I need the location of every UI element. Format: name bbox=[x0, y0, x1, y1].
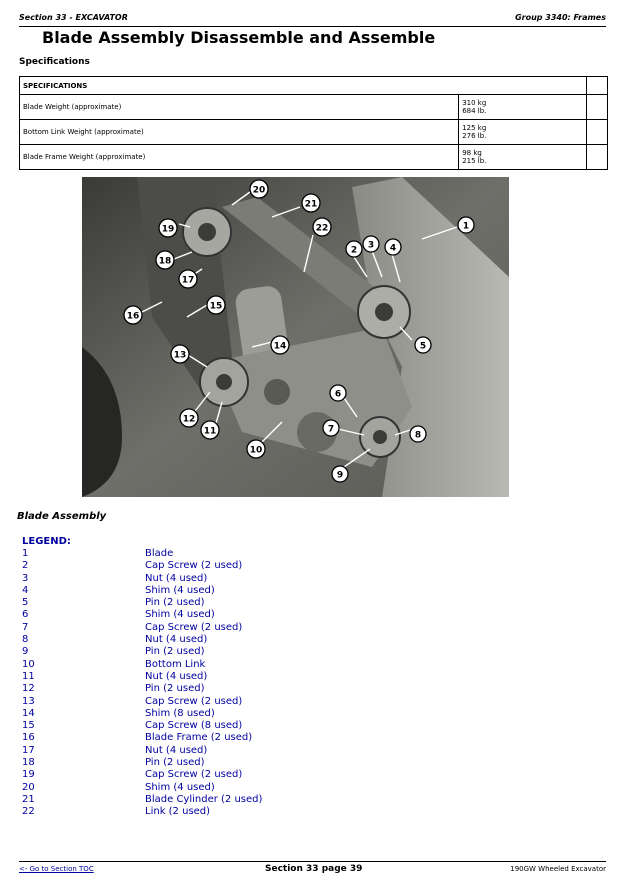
callout-20 bbox=[250, 180, 268, 198]
callout-14 bbox=[271, 336, 289, 354]
legend-item-description: Link (2 used) bbox=[145, 806, 211, 818]
legend-item bbox=[22, 585, 322, 597]
legend-item-description: Pin (2 used) bbox=[145, 597, 205, 609]
legend-item-description: Nut (4 used) bbox=[145, 744, 208, 756]
legend-item bbox=[22, 708, 322, 720]
callout-15 bbox=[207, 296, 225, 314]
legend-item-number: 12 bbox=[22, 683, 35, 695]
pin-lower-left-hole bbox=[216, 374, 232, 390]
callout-5 bbox=[415, 337, 431, 353]
link-hole-small bbox=[264, 379, 290, 405]
spec-row bbox=[20, 95, 608, 120]
legend-item-number: 9 bbox=[22, 646, 29, 658]
spec-imperial: 276 lb. bbox=[462, 132, 487, 140]
section-label: Section 33 - EXCAVATOR bbox=[19, 13, 128, 22]
callout-16-label: 16 bbox=[126, 311, 140, 322]
callout-22 bbox=[313, 218, 331, 236]
legend-item-description: Nut (4 used) bbox=[145, 634, 208, 646]
spec-value bbox=[459, 95, 586, 120]
legend-item-number: 21 bbox=[22, 793, 35, 805]
callout-1-label: 1 bbox=[462, 221, 470, 232]
pin-right-hole bbox=[375, 303, 393, 321]
callout-21-label: 21 bbox=[304, 199, 318, 210]
callout-2-label: 2 bbox=[350, 245, 358, 256]
legend-item-description: Shim (8 used) bbox=[145, 707, 215, 719]
legend-item-number: 11 bbox=[22, 670, 35, 682]
spec-value bbox=[459, 120, 586, 145]
blade-assembly-photo bbox=[82, 177, 509, 497]
specifications-table bbox=[19, 76, 608, 170]
spec-metric: 125 kg bbox=[462, 124, 487, 132]
legend-item bbox=[22, 560, 322, 572]
legend-item-description: Nut (4 used) bbox=[145, 572, 208, 584]
legend-item bbox=[22, 548, 322, 560]
legend-item bbox=[22, 769, 322, 781]
spec-metric: 98 kg bbox=[462, 149, 482, 157]
legend-item-description: Bottom Link bbox=[145, 658, 206, 670]
spec-imperial: 215 lb. bbox=[462, 157, 487, 165]
legend-item-number: 13 bbox=[22, 695, 35, 707]
callout-12-label: 12 bbox=[182, 414, 196, 425]
legend-item bbox=[22, 646, 322, 658]
legend-item-number: 10 bbox=[22, 658, 35, 670]
legend-item-description: Nut (4 used) bbox=[145, 670, 208, 682]
legend-item-number: 20 bbox=[22, 781, 35, 793]
callout-9 bbox=[332, 466, 348, 482]
legend-item bbox=[22, 696, 322, 708]
callout-17-label: 17 bbox=[181, 275, 195, 286]
section-toc-link[interactable]: <- Go to Section TOC bbox=[19, 865, 94, 873]
legend-item bbox=[22, 573, 322, 585]
callout-19 bbox=[159, 219, 177, 237]
legend-item-number: 18 bbox=[22, 757, 35, 769]
callout-6-label: 6 bbox=[334, 389, 342, 400]
callout-22-label: 22 bbox=[315, 223, 329, 234]
footer-divider bbox=[19, 861, 606, 862]
legend-item-description: Cap Screw (2 used) bbox=[145, 769, 243, 781]
legend-item-description: Shim (4 used) bbox=[145, 609, 215, 621]
spec-row bbox=[20, 120, 608, 145]
model-name: 190GW Wheeled Excavator bbox=[510, 865, 606, 873]
callout-19-label: 19 bbox=[161, 224, 175, 235]
legend-item-description: Cap Screw (2 used) bbox=[145, 560, 243, 572]
pin-upper-hole bbox=[198, 223, 216, 241]
figure-caption: Blade Assembly bbox=[17, 511, 107, 522]
legend-item-description: Blade Cylinder (2 used) bbox=[145, 793, 263, 805]
legend-item-description: Pin (2 used) bbox=[145, 757, 205, 769]
spec-label: Blade Weight (approximate) bbox=[20, 95, 459, 120]
blade-assembly-illustration bbox=[82, 177, 509, 497]
callout-18-label: 18 bbox=[158, 256, 172, 267]
callout-8-label: 8 bbox=[414, 430, 422, 441]
spec-blank-cell bbox=[586, 95, 607, 120]
legend-title: LEGEND: bbox=[22, 536, 71, 547]
spec-metric: 310 kg bbox=[462, 99, 487, 107]
callout-11 bbox=[201, 421, 219, 439]
legend-item-number: 5 bbox=[22, 597, 29, 609]
legend-item bbox=[22, 609, 322, 621]
callout-10 bbox=[247, 440, 265, 458]
legend-item-number: 7 bbox=[22, 621, 29, 633]
callout-12 bbox=[180, 409, 198, 427]
legend-item-number: 19 bbox=[22, 769, 35, 781]
legend-item bbox=[22, 720, 322, 732]
legend-item bbox=[22, 745, 322, 757]
legend-item bbox=[22, 683, 322, 695]
page-number: Section 33 page 39 bbox=[265, 864, 363, 874]
spec-value bbox=[459, 145, 586, 170]
callout-17 bbox=[179, 270, 197, 288]
legend-item-number: 15 bbox=[22, 720, 35, 732]
callout-5-label: 5 bbox=[419, 341, 427, 352]
legend-item-number: 14 bbox=[22, 707, 35, 719]
legend-item-number: 22 bbox=[22, 806, 35, 818]
callout-4-label: 4 bbox=[389, 243, 397, 254]
legend-item-number: 16 bbox=[22, 732, 35, 744]
page-title: Blade Assembly Disassemble and Assemble bbox=[42, 28, 436, 47]
spec-table-blank-cell bbox=[586, 77, 607, 95]
legend-item-description: Pin (2 used) bbox=[145, 683, 205, 695]
callout-18 bbox=[156, 251, 174, 269]
legend-item-description: Cap Screw (8 used) bbox=[145, 720, 243, 732]
callout-7 bbox=[323, 420, 339, 436]
legend-item-number: 17 bbox=[22, 744, 35, 756]
legend-item-number: 4 bbox=[22, 584, 29, 596]
callout-2 bbox=[346, 241, 362, 257]
legend-item-number: 1 bbox=[22, 548, 29, 559]
callout-14-label: 14 bbox=[273, 341, 287, 352]
legend-list bbox=[22, 548, 322, 819]
spec-blank-cell bbox=[586, 120, 607, 145]
legend-item-number: 8 bbox=[22, 634, 29, 646]
legend-item-number: 6 bbox=[22, 609, 29, 621]
callout-21 bbox=[302, 194, 320, 212]
callout-20-label: 20 bbox=[252, 185, 266, 196]
callout-3 bbox=[363, 236, 379, 252]
callout-4 bbox=[385, 239, 401, 255]
callout-1 bbox=[458, 217, 474, 233]
legend-item-description: Shim (4 used) bbox=[145, 584, 215, 596]
spec-row bbox=[20, 145, 608, 170]
legend-item bbox=[22, 634, 322, 646]
callout-10-label: 10 bbox=[249, 445, 263, 456]
legend-item bbox=[22, 806, 322, 818]
spec-table-header: SPECIFICATIONS bbox=[20, 77, 587, 95]
callout-11-label: 11 bbox=[203, 426, 217, 437]
callout-9-label: 9 bbox=[336, 470, 344, 481]
legend-item-number: 2 bbox=[22, 560, 29, 572]
legend-item bbox=[22, 732, 322, 744]
legend-item-description: Cap Screw (2 used) bbox=[145, 621, 243, 633]
legend-item bbox=[22, 671, 322, 683]
pin-lower-right-hole bbox=[373, 430, 387, 444]
callout-16 bbox=[124, 306, 142, 324]
spec-imperial: 684 lb. bbox=[462, 107, 487, 115]
legend-item bbox=[22, 794, 322, 806]
legend-item-description: Shim (4 used) bbox=[145, 781, 215, 793]
legend-item bbox=[22, 597, 322, 609]
header-divider bbox=[19, 26, 606, 27]
callout-3-label: 3 bbox=[367, 240, 375, 251]
callout-13 bbox=[171, 345, 189, 363]
legend-item bbox=[22, 659, 322, 671]
callout-15-label: 15 bbox=[209, 301, 223, 312]
legend-item bbox=[22, 622, 322, 634]
specifications-heading: Specifications bbox=[19, 57, 90, 67]
callout-13-label: 13 bbox=[173, 350, 187, 361]
legend-item-description: Blade Frame (2 used) bbox=[145, 732, 253, 744]
spec-label: Blade Frame Weight (approximate) bbox=[20, 145, 459, 170]
legend-item-description: Cap Screw (2 used) bbox=[145, 695, 243, 707]
legend-item-description: Pin (2 used) bbox=[145, 646, 205, 658]
callout-8 bbox=[410, 426, 426, 442]
legend-item-number: 3 bbox=[22, 572, 29, 584]
spec-label: Bottom Link Weight (approximate) bbox=[20, 120, 459, 145]
legend-item bbox=[22, 757, 322, 769]
spec-table-header-row bbox=[20, 77, 608, 95]
group-label: Group 3340: Frames bbox=[515, 13, 606, 22]
spec-blank-cell bbox=[586, 145, 607, 170]
callout-6 bbox=[330, 385, 346, 401]
callout-7-label: 7 bbox=[327, 424, 335, 435]
legend-item bbox=[22, 782, 322, 794]
legend-item-description: Blade bbox=[145, 548, 174, 559]
